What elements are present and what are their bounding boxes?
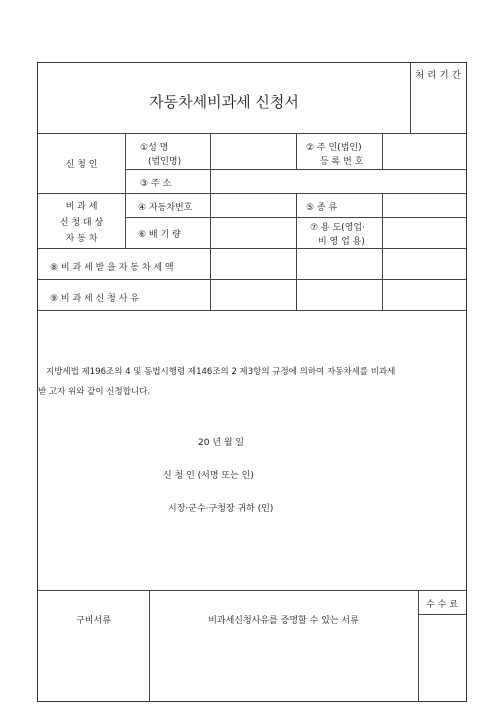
- rule-col3a: [296, 133, 297, 169]
- vehicle-use-label-2: 비 영 업 용): [318, 237, 365, 247]
- vehicle-section-label-2: 신 청 대 상: [59, 218, 104, 228]
- vehicle-number-label: ④ 자동차번호: [138, 203, 193, 213]
- application-form: [37, 62, 467, 702]
- vehicle-section-label-1: 비 과 세: [65, 202, 98, 212]
- attachments-text: 비과세신청사유를 증명할 수 있는 서류: [208, 616, 359, 626]
- rule-col3b: [296, 193, 297, 310]
- name-label: ①성 명: [140, 143, 169, 153]
- rule-col4a: [382, 133, 383, 169]
- date-line: 20 년 월 일: [198, 438, 245, 448]
- exempt-amount-label: ⑧ 비 과 세 받 을 자 동 차 세 액: [50, 263, 174, 273]
- vehicle-use-label: ⑦ 용 도(영업·: [310, 223, 365, 233]
- rule-reason-bottom: [38, 310, 466, 311]
- applicant-section-label: 신 청 인: [65, 160, 98, 170]
- rule-attach-col: [149, 590, 150, 702]
- vehicle-type-label: ⑤ 종 류: [306, 203, 338, 213]
- corp-name-label: (법인명): [148, 157, 182, 167]
- processing-period-label: 처 리 기 간: [415, 70, 461, 81]
- registration-number-label: 등 록 번 호: [320, 157, 364, 167]
- rule-col1: [125, 133, 126, 248]
- rule-col2: [210, 133, 211, 310]
- rule-fee-label-bottom: [418, 614, 466, 615]
- displacement-label: ⑥ 배 기 량: [138, 230, 181, 240]
- resident-number-label: ② 주 민(법인): [306, 143, 362, 153]
- rule-name-row-bottom: [125, 169, 466, 170]
- statement-line-1: 지방세법 제196조의 4 및 동법시행령 제146조의 2 제3항의 규정에 의하여 자동차세를 비과세: [46, 367, 396, 377]
- exempt-reason-label: ⑨ 비 과 세 신 청 사 유: [50, 294, 139, 304]
- addressee-line: 시장·군수·구청장 귀하 (인): [168, 504, 274, 514]
- rule-statement-bottom: [38, 590, 466, 591]
- applicant-signature-line: 신 청 인 (서명 또는 인): [163, 471, 254, 481]
- rule-header-bottom: [38, 133, 466, 134]
- attachments-label: 구비서류: [76, 616, 111, 626]
- rule-col4b: [382, 193, 383, 310]
- rule-vehicle-bottom: [38, 248, 466, 249]
- rule-amount-bottom: [38, 279, 466, 280]
- fee-label: 수 수 료: [426, 600, 458, 610]
- vehicle-section-label-3: 자 동 차: [65, 234, 98, 244]
- rule-applicant-bottom: [38, 193, 466, 194]
- statement-line-2: 받 고자 위와 같이 신청합니다.: [38, 387, 151, 397]
- form-title: 자동차세비과세 신청서: [149, 93, 299, 111]
- address-label: ③ 주 소: [140, 179, 172, 189]
